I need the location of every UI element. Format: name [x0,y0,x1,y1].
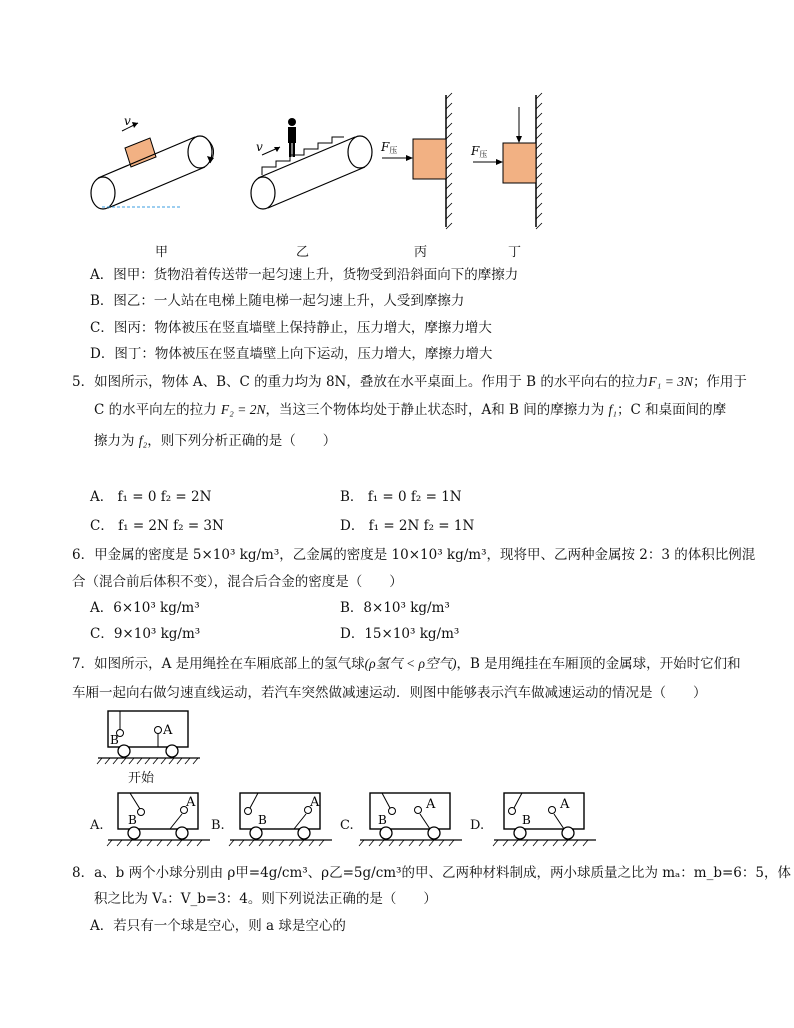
q5-text: ；C 和桌面间的摩 [617,402,727,418]
ball-b-label: B [258,813,267,827]
q5-text: 5．如图所示，物体 A、B、C 的重力均为 8N，叠放在水平桌面上。作用于 B 的水平向右的拉力 [72,374,649,390]
q7-option-c-label: C. [340,818,354,833]
caption-jia: 甲 [155,245,169,260]
block [503,143,536,183]
q7-text: 7．如图所示，A 是用绳拴在车厢底部上的氢气球 [72,656,365,672]
cargo-box [125,138,156,167]
q7-text: ，B 是用绳挂在车厢顶的金属球，开始时它们和 [456,656,741,672]
q5-line-1 [72,373,747,391]
block [413,139,446,179]
person-icon [288,118,296,157]
force-label: F压 [381,140,398,155]
q7-start-diagram [96,708,206,768]
q5-line-3 [94,432,336,450]
ball-b-label: B [522,813,531,827]
q7-option-b-diagram [228,790,338,850]
q5-line-2 [94,401,726,419]
q7-option-c-diagram [358,790,468,850]
q4-figures [80,85,560,265]
q6-option-c: C．9×10³ kg/m³ [90,626,201,642]
q5-text: 擦力为 [94,433,135,449]
velocity-label: v [124,114,131,128]
q8-line-1: 8．a、b 两个小球分别由 ρ甲=4g/cm³、ρ乙=5g/cm³的甲、乙两种材料制成，两小球质量之比为 mₐ：m_b=6：5，体 [72,865,791,881]
q4-option-a: A．图甲：货物沿着传送带一起匀速上升，货物受到沿斜面向下的摩擦力 [90,267,519,283]
q7-density-formula: (ρ氢气 < ρ空气) [364,656,457,671]
q7-start-caption: 开始 [128,771,155,786]
q7-line-1 [72,655,741,673]
figure-yi [251,118,372,209]
q8-line-2: 积之比为 Vₐ：V_b=3：4。则下列说法正确的是（ ） [94,891,437,907]
q7-option-b-label: B. [211,818,225,833]
q6-line-1: 6．甲金属的密度是 5×10³ kg/m³，乙金属的密度是 10×10³ kg/m³，现将甲、乙两种金属按 2：3 的体积比例混 [72,547,756,563]
q6-option-a: A．6×10³ kg/m³ [90,600,200,616]
velocity-label: v [256,140,263,154]
q4-option-d: D．图丁：物体被压在竖直墙壁上向下运动，压力增大，摩擦力增大 [90,346,493,362]
q5-text: ；作用于 [692,374,747,390]
q8-option-a: A．若只有一个球是空心，则 a 球是空心的 [90,918,346,934]
q7-option-d-diagram [492,790,602,850]
q5-option-d: D． f₁ = 2N f₂ = 1N [340,518,475,534]
q7-option-d-label: D. [470,818,485,833]
q6-line-2: 合（混合前后体积不变），混合后合金的密度是（ ） [72,574,403,590]
q4-option-c: C．图丙：物体被压在竖直墙壁上保持静止，压力增大，摩擦力增大 [90,320,492,336]
ball-b-label: B [110,733,119,747]
q6-option-b: B．8×10³ kg/m³ [340,600,450,616]
q5-symbol-f2: f₂ [138,433,148,448]
q5-formula-f1: F₁ = 3N [648,374,693,389]
force-label: F压 [471,144,488,159]
caption-bing: 丙 [414,245,428,260]
figure-bing [380,93,452,229]
caption-ding: 丁 [508,245,522,260]
ball-a-label: A [186,795,196,810]
q5-option-b: B． f₁ = 0 f₂ = 1N [340,489,462,505]
q6-option-d: D．15×10³ kg/m³ [340,626,460,642]
ball-a-label: A [560,797,570,812]
ball-a-label: A [426,797,436,812]
q5-option-c: C． f₁ = 2N f₂ = 3N [90,518,224,534]
q7-line-2: 车厢一起向右做匀速直线运动，若汽车突然做减速运动．则图中能够表示汽车做减速运动的情况是（ ） [72,685,707,701]
ball-b-label: B [378,813,387,827]
q7-option-a-diagram [106,790,216,850]
q5-text: C 的水平向左的拉力 [94,402,217,418]
ball-a-label: A [163,723,173,738]
q5-text: ，当这三个物体均处于静止状态时，A和 B 间的摩擦力为 [265,402,605,418]
q7-option-a-label: A. [90,818,104,833]
q4-option-b: B．图乙：一人站在电梯上随电梯一起匀速上升，人受到摩擦力 [90,293,465,309]
ball-a-label: A [310,795,320,810]
figure-ding [470,93,542,229]
ball-b-label: B [128,813,137,827]
q5-option-a: A． f₁ = 0 f₂ = 2N [90,489,212,505]
q5-text: ，则下列分析正确的是（ ） [147,433,337,449]
caption-yi: 乙 [296,245,310,260]
q5-symbol-f1: f₁ [608,402,617,417]
q5-formula-f2: F₂ = 2N [220,402,266,417]
figure-jia [91,114,214,209]
